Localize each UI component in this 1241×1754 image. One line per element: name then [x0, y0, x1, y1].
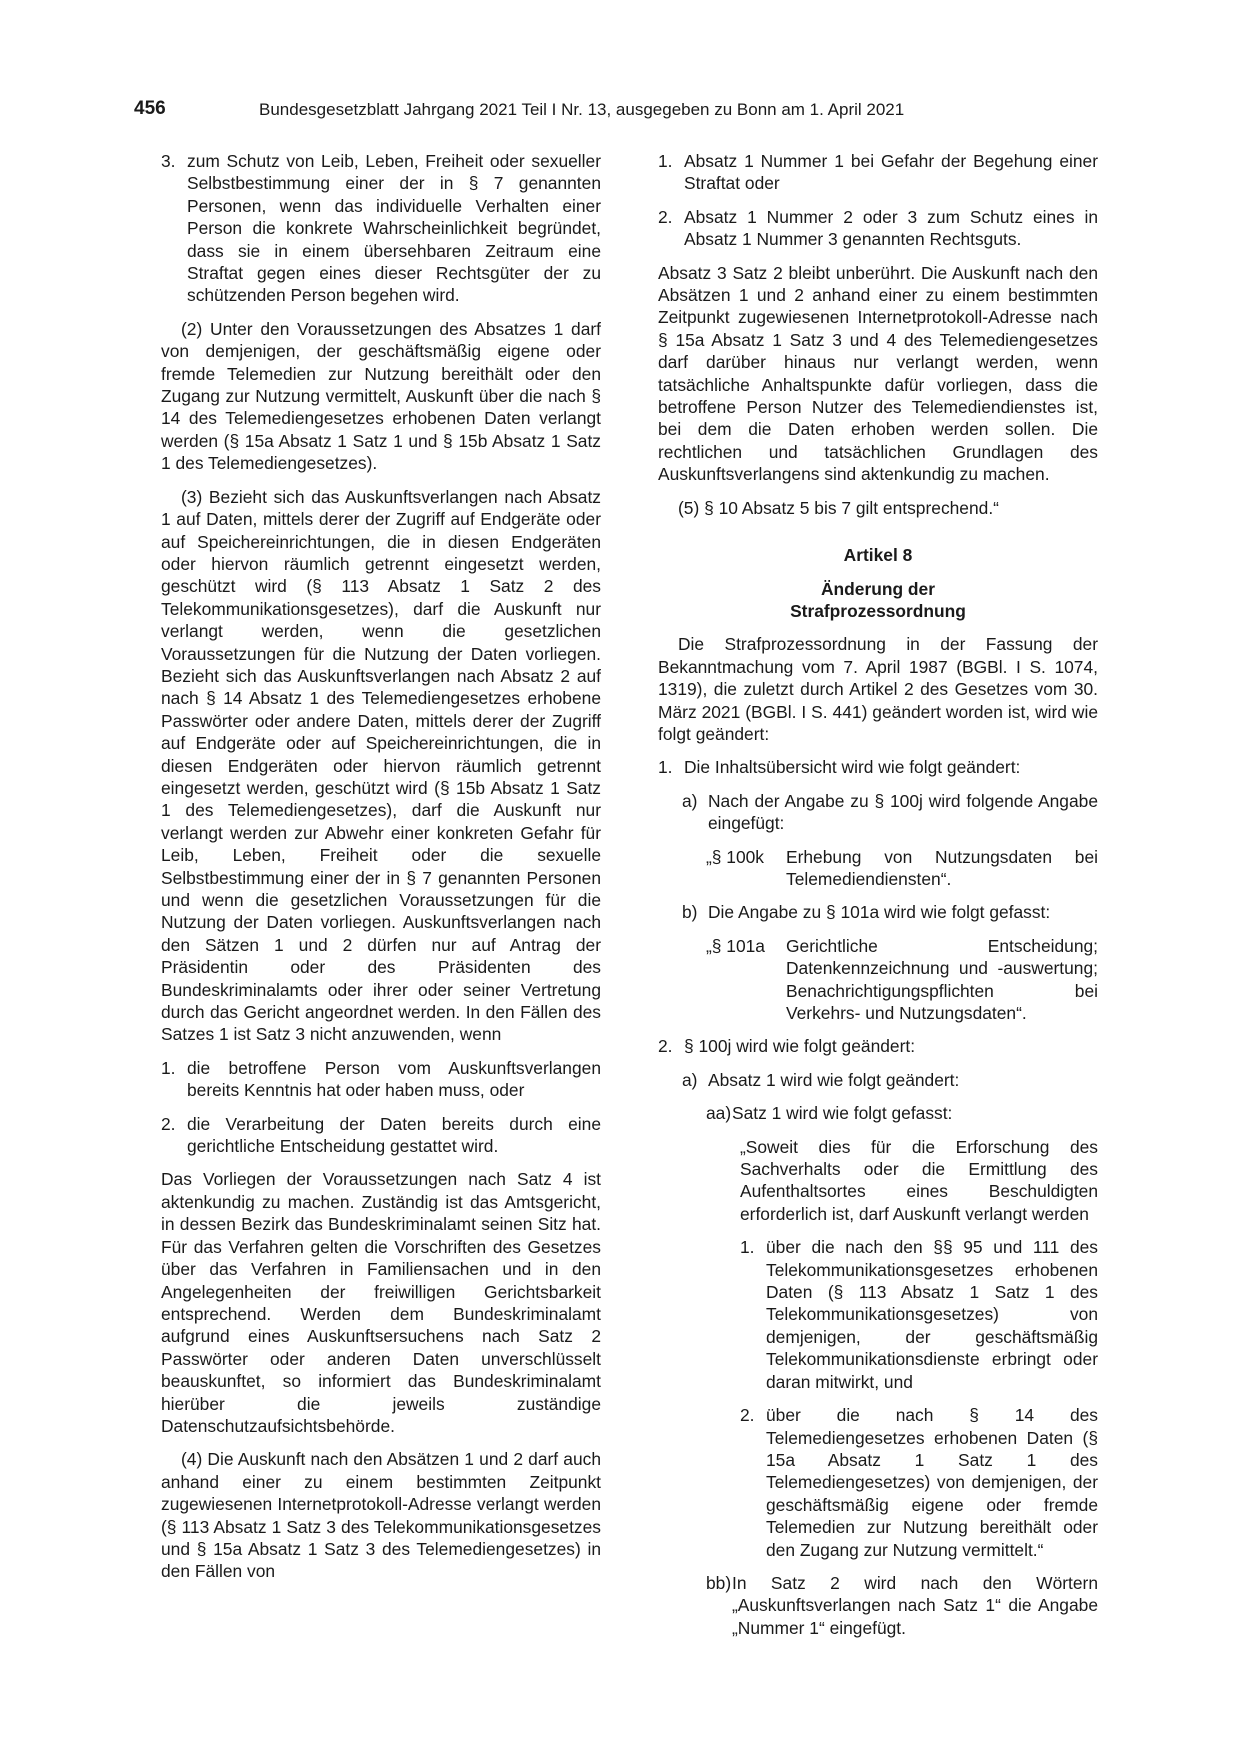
quoted-text: „Soweit dies für die Erforschung des Sachverhalts oder die Ermittlung des Aufenthaltsortes eines Beschuldigten erforderlich ist, darf Auskunft verlangt werden: [740, 1136, 1098, 1224]
article-title-line-1: Änderung der: [820, 578, 935, 599]
item-text: die Verarbeitung der Daten bereits durch eine gerichtliche Entscheidung gestattet wird.: [187, 1113, 601, 1157]
definition-value: Erhebung von Nutzungsdaten bei Telemediendiensten“.: [786, 846, 1098, 889]
page-header: [134, 98, 1104, 128]
item-number: 1.: [161, 1057, 176, 1078]
item-text: zum Schutz von Leib, Leben, Freiheit oder sexueller Selbstbestimmung einer der in § 7 genannten Personen, wenn das individuelle Verhalten einer Person die konkrete Wahrscheinlichkeit begründet, dass sie in einem übersehbaren Zeitraum eine Straftat gegen eines dieser Rechtsgüter der zu schützenden Person begehen wird.: [187, 151, 601, 306]
item-number: 2.: [658, 206, 673, 227]
list-item: [161, 150, 601, 307]
right-column: [658, 150, 1098, 1650]
list-item: [706, 1102, 1098, 1124]
item-text: § 100j wird wie folgt geändert:: [684, 1036, 916, 1057]
item-number: 3.: [161, 151, 176, 171]
item-text: In Satz 2 wird nach den Wörtern „Auskunftsverlangen nach Satz 1“ die Angabe „Nummer 1“ eingefügt.: [732, 1572, 1098, 1638]
definition-key: „§ 101a: [706, 935, 765, 956]
list-item: [161, 1057, 601, 1102]
paragraph-2: (2) Unter den Voraussetzungen des Absatzes 1 darf von demjenigen, der geschäftsmäßig eigene oder fremde Telemedien zur Nutzung bereithält oder den Zugang zur Nutzung vermittelt, Auskunft über die nach § 14 des Telemediengesetzes erhobenen Daten verlangt werden (§ 15a Absatz 1 Satz 1 und § 15b Absatz 1 Satz 1 des Telemediengesetzes).: [161, 318, 601, 474]
item-text: über die nach § 14 des Telemediengesetzes erhobenen Daten (§ 15a Absatz 1 Satz 1 des Telemediengesetzes) von demjenigen, der geschäftsmäßig eigene oder fremde Telemedien zur Nutzung bereithält oder den Zugang zur Nutzung vermittelt.“: [766, 1405, 1098, 1560]
article-label: Artikel 8: [843, 545, 913, 566]
list-item: [682, 790, 1098, 835]
item-letter: b): [682, 902, 698, 923]
paragraph-3: (3) Bezieht sich das Auskunftsverlangen nach Absatz 1 auf Daten, mittels derer der Zugriff auf Endgeräte oder auf Speichereinrichtungen, die in diesen Endgeräten oder hiervon räumlich getrennt eingesetzt werden, geschützt wird (§ 113 Absatz 1 Satz 2 des Telekommunikationsgesetzes), darf die Auskunft nur verlangt werden, wenn die gesetzlichen Voraussetzungen für die Nutzung der Daten vorliegen. Bezieht sich das Auskunftsverlangen nach Absatz 2 auf nach § 14 Absatz 1 des Telemediengesetzes erhobene Passwörter oder andere Daten, mittels derer der Zugriff auf Endgeräte oder auf Speichereinrichtungen, die in diesen Endgeräten oder hiervon räumlich getrennt eingesetzt werden, geschützt wird (§ 15b Absatz 1 Satz 1 des Telemediengesetzes), darf die Auskunft nur verlangt werden zur Abwehr einer konkreten Gefahr für Leib, Leben, Freiheit oder die sexuelle Selbstbestimmung einer der in § 7 genannten Personen und wenn die gesetzlichen Voraussetzungen für die Nutzung der Daten vorliegen. Auskunftsverlangen nach den Sätzen 1 und 2 dürfen nur auf Antrag der Präsidentin oder des Präsidenten des Bundeskriminalamts oder ihrer oder seiner Vertretung durch das Gericht angeordnet werden. In den Fällen des Satzes 1 ist Satz 3 nicht anzuwenden, wenn: [161, 486, 601, 1045]
definition-entry: [706, 935, 1098, 1025]
item-letter: aa): [706, 1103, 732, 1124]
paragraph-5: (5) § 10 Absatz 5 bis 7 gilt entsprechend.“: [678, 497, 999, 518]
article-intro: Die Strafprozessordnung in der Fassung der Bekanntmachung vom 7. April 1987 (BGBl. I S. 1074, 1319), die zuletzt durch Artikel 2 des Gesetzes vom 30. März 2021 (BGBl. I S. 441) geändert worden ist, wird wie folgt geändert:: [658, 634, 1098, 744]
list-item: [682, 901, 1098, 923]
item-text: Die Inhaltsübersicht wird wie folgt geändert:: [684, 757, 1021, 778]
item-letter: a): [682, 790, 698, 811]
page-number: 456: [134, 98, 166, 119]
list-item: [658, 1035, 1098, 1057]
item-number: 2.: [740, 1405, 755, 1426]
item-text: Absatz 1 Nummer 1 bei Gefahr der Begehung einer Straftat oder: [684, 151, 1098, 194]
item-text: Nach der Angabe zu § 100j wird folgende Angabe eingefügt:: [708, 790, 1098, 834]
item-number: 1.: [740, 1237, 755, 1258]
list-item: [658, 150, 1098, 195]
item-text: Absatz 1 wird wie folgt geändert:: [708, 1069, 960, 1090]
definition-key: „§ 100k: [706, 846, 765, 867]
item-number: 2.: [161, 1113, 176, 1134]
item-text: Satz 1 wird wie folgt gefasst:: [732, 1103, 953, 1124]
paragraph-4: (4) Die Auskunft nach den Absätzen 1 und 2 darf auch anhand einer zu einem bestimmten Zeitpunkt zugewiesenen Internetprotokoll-Adresse verlangt werden (§ 113 Absatz 1 Satz 3 des Telekommunikationsgesetzes und § 15a Absatz 1 Satz 3 des Telemediengesetzes) in den Fällen von: [161, 1449, 601, 1582]
paragraph-3-continued: Das Vorliegen der Voraussetzungen nach Satz 4 ist aktenkundig zu machen. Zuständig ist das Amtsgericht, in dessen Bezirk das Bundeskriminalamt seinen Sitz hat. Für das Verfahren gelten die Vorschriften des Gesetzes über das Verfahren in Familiensachen und in den Angelegenheiten der freiwilligen Gerichtsbarkeit entsprechend. Werden dem Bundeskriminalamt aufgrund eines Auskunftsersuchens nach Satz 2 Passwörter oder anderen Daten unverschlüsselt beauskunftet, so informiert das Bundeskriminalamt hierüber die jeweils zuständige Datenschutzaufsichtsbehörde.: [161, 1169, 601, 1436]
item-text: über die nach den §§ 95 und 111 des Telekommunikationsgesetzes erhobenen Daten (§ 113 Absatz 1 Satz 1 des Telekommunikationsgesetzes) von demjenigen, der geschäftsmäßig Telekommunikationsdienste erbringt oder daran mitwirkt, und: [766, 1237, 1098, 1392]
paragraph-4-continued: Absatz 3 Satz 2 bleibt unberührt. Die Auskunft nach den Absätzen 1 und 2 anhand einer zu einem bestimmten Zeitpunkt zugewiesenen Internetprotokoll-Adresse nach § 15a Absatz 1 Satz 3 und 4 des Telemediengesetzes darf darüber hinaus nur verlangt werden, wenn tatsächliche Anhaltspunkte dafür vorliegen, dass die betroffene Person Nutzer des Telemediendienstes ist, bei dem die Daten erhoben werden sollen. Die rechtlichen und tatsächlichen Grundlagen des Auskunftsverlangens sind aktenkundig zu machen.: [658, 262, 1098, 485]
list-item: [682, 1069, 1098, 1091]
list-item: [706, 1572, 1098, 1639]
list-item: [740, 1404, 1098, 1561]
left-column: [161, 150, 601, 1594]
list-item: [740, 1236, 1098, 1393]
item-number: 1.: [658, 757, 673, 778]
item-number: 1.: [658, 151, 673, 171]
definition-value: Gerichtliche Entscheidung; Datenkennzeichnung und -auswertung; Benachrichtigungspflichten bei Verkehrs- und Nutzungsdaten“.: [786, 935, 1098, 1023]
item-text: die betroffene Person vom Auskunftsverlangen bereits Kenntnis hat oder haben muss, oder: [187, 1057, 601, 1101]
item-text: Absatz 1 Nummer 2 oder 3 zum Schutz eines in Absatz 1 Nummer 3 genannten Rechtsguts.: [684, 206, 1098, 250]
list-item: [658, 756, 1098, 778]
list-item: [658, 206, 1098, 251]
header-title: Bundesgesetzblatt Jahrgang 2021 Teil I Nr. 13, ausgegeben zu Bonn am 1. April 2021: [259, 100, 905, 119]
article-title-line-2: Strafprozessordnung: [790, 600, 966, 621]
item-text: Die Angabe zu § 101a wird wie folgt gefasst:: [708, 902, 1051, 923]
list-item: [161, 1113, 601, 1158]
item-letter: a): [682, 1069, 698, 1090]
definition-entry: [706, 846, 1098, 891]
item-letter: bb): [706, 1572, 732, 1593]
item-number: 2.: [658, 1036, 673, 1057]
